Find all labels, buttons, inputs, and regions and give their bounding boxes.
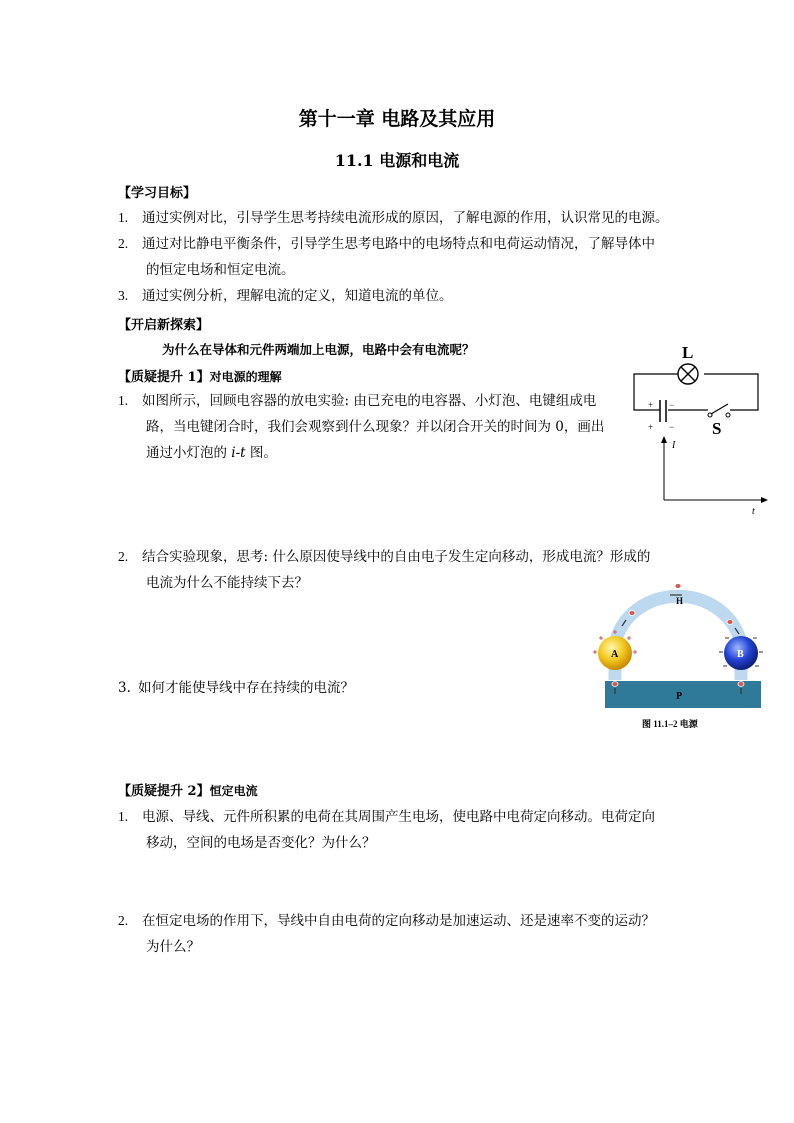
electron-2: [675, 584, 681, 589]
s1-question-3: 3. 如何才能使导线中存在持续的电流？: [118, 680, 354, 696]
goal-item-2: 2. 通过对比静电平衡条件，引导学生思考电路中的电场特点和电荷运动情况，了解导体中: [118, 236, 655, 252]
s1-question-1-line3: 通过小灯泡的 i-t 图。: [146, 445, 277, 461]
goal-item-3: 3. 通过实例分析，理解电流的定义，知道电流的单位。: [118, 288, 453, 304]
s2-question-2-line2: 为什么？: [146, 939, 200, 955]
s2-question-2: 2. 在恒定电场的作用下，导线中自由电荷的定向移动是加速运动、还是速率不变的运动？: [118, 913, 655, 929]
i-axis-label: I: [672, 440, 676, 451]
electron-3: [727, 620, 733, 625]
arch-conductor: [615, 596, 741, 680]
label-p: P: [676, 691, 683, 702]
electron-5: [738, 682, 744, 687]
switch-label: S: [712, 419, 722, 438]
explore-question: 为什么在导体和元件两端加上电源，电路中会有电流呢？: [162, 342, 475, 357]
label-a: A: [611, 649, 619, 660]
capacitor-circuit-diagram: [620, 338, 780, 528]
explore-heading: 【开启新探索】: [118, 318, 210, 333]
electron-1: [629, 611, 635, 616]
goal-item-1: 1. 通过实例对比，引导学生思考持续电流形成的原因，了解电源的作用，认识常见的电源。: [118, 210, 669, 226]
switch-contact-right: [726, 413, 730, 417]
chapter-title: 第十一章 电路及其应用: [298, 108, 496, 130]
s1-question-1-line2: 路，当电键闭合时，我们会观察到什么现象？并以闭合开关的时间为 0，画出: [146, 419, 605, 435]
power-source-figure: [590, 576, 776, 734]
s1-question-1: 1. 如图所示，回顾电容器的放电实验: 由已充电的电容器、小灯泡、电键组成电: [118, 393, 597, 409]
section2-heading: 【质疑提升 2】恒定电流: [118, 784, 258, 799]
t-axis-label: t: [752, 506, 755, 517]
minus-sign-top: −: [669, 400, 675, 410]
plus-sign-bottom: +: [648, 422, 654, 432]
minus-sign-bottom: −: [669, 422, 675, 432]
s1-question-2-line2: 电流为什么不能持续下去？: [146, 575, 308, 591]
section1-heading: 【质疑提升 1】对电源的理解: [118, 370, 282, 385]
s1-question-2: 2. 结合实验现象，思考: 什么原因使导线中的自由电子发生定向移动，形成电流？形成的: [118, 549, 651, 565]
goals-heading: 【学习目标】: [118, 186, 197, 201]
electron-4: [612, 682, 618, 687]
s2-question-1-line2: 移动，空间的电场是否变化？为什么？: [146, 835, 376, 851]
label-h: H: [676, 596, 684, 606]
base-conductor: [605, 681, 761, 708]
lamp-label: L: [682, 343, 694, 362]
label-b: B: [737, 649, 744, 660]
figure-caption: 图 11.1–2 电源: [642, 719, 698, 729]
goal-item-2-cont: 的恒定电场和恒定电流。: [146, 262, 295, 278]
section-title: 11.1 电源和电流: [334, 151, 460, 170]
switch-icon: [711, 404, 728, 414]
s2-question-1: 1. 电源、导线、元件所积累的电荷在其周围产生电场，使电路中电荷定向移动。电荷定向: [118, 809, 655, 825]
plus-sign-top: +: [648, 400, 654, 410]
